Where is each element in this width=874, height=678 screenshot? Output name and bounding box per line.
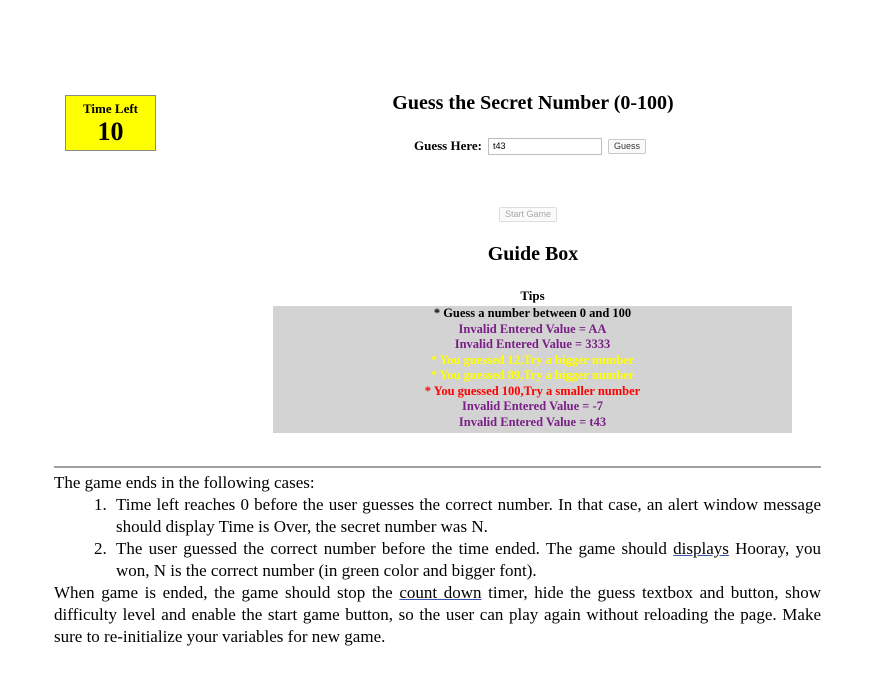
guess-row	[414, 137, 646, 155]
time-left-label: Time Left	[83, 101, 138, 116]
doc-paragraph	[54, 582, 821, 648]
guide-box-title: Guide Box	[487, 243, 579, 265]
tip-line: Invalid Entered Value = AA	[458, 321, 607, 336]
tip-line: * Guess a number between 0 and 100	[433, 306, 632, 320]
tips-box	[273, 306, 792, 433]
guess-label: Guess Here:	[414, 138, 482, 153]
time-left-box	[65, 95, 156, 151]
doc-para-pre: When game is ended, the game should stop the	[54, 583, 400, 602]
tip-line: * You guessed 12,Try a bigger number	[430, 352, 635, 367]
doc-item1-text: Time left reaches 0 before the user guesses the correct number. In that case, an alert window message should display Time is Over, the secret number was N.	[116, 495, 821, 536]
doc-list-item-2	[111, 538, 821, 582]
doc-list	[54, 494, 821, 582]
time-left-value: 10	[97, 117, 124, 146]
tip-line: Invalid Entered Value = 3333	[454, 337, 611, 351]
document-text	[54, 472, 821, 648]
doc-para-underlined: count down	[399, 583, 482, 602]
start-game-button[interactable]: Start Game	[499, 207, 557, 222]
doc-intro: The game ends in the following cases:	[54, 473, 315, 492]
tips-label: Tips	[520, 288, 545, 303]
tip-line: * You guessed 100,Try a smaller number	[424, 383, 641, 398]
doc-list-item-1	[111, 494, 821, 538]
game-title: Guess the Secret Number (0-100)	[392, 92, 674, 114]
divider	[54, 466, 821, 468]
doc-para-post: timer, hide the guess textbox and button, show difficulty level and enable the start game button, so the user can play again without reloading the page. Make sure to re-initialize your variables for new game.	[54, 583, 821, 646]
doc-item2-pre: The user guessed the correct number before the time ended. The game should	[116, 539, 674, 558]
guess-button[interactable]: Guess	[608, 139, 646, 154]
doc-item2-underlined: displays	[673, 539, 729, 558]
guess-input[interactable]	[488, 138, 602, 155]
tip-line: Invalid Entered Value = -7	[462, 399, 603, 413]
tip-line: Invalid Entered Value = t43	[458, 414, 607, 429]
tip-line: * You guessed 89,Try a bigger number	[430, 368, 635, 382]
doc-item2-post: Hooray, you won, N is the correct number (in green color and bigger font).	[116, 539, 821, 580]
